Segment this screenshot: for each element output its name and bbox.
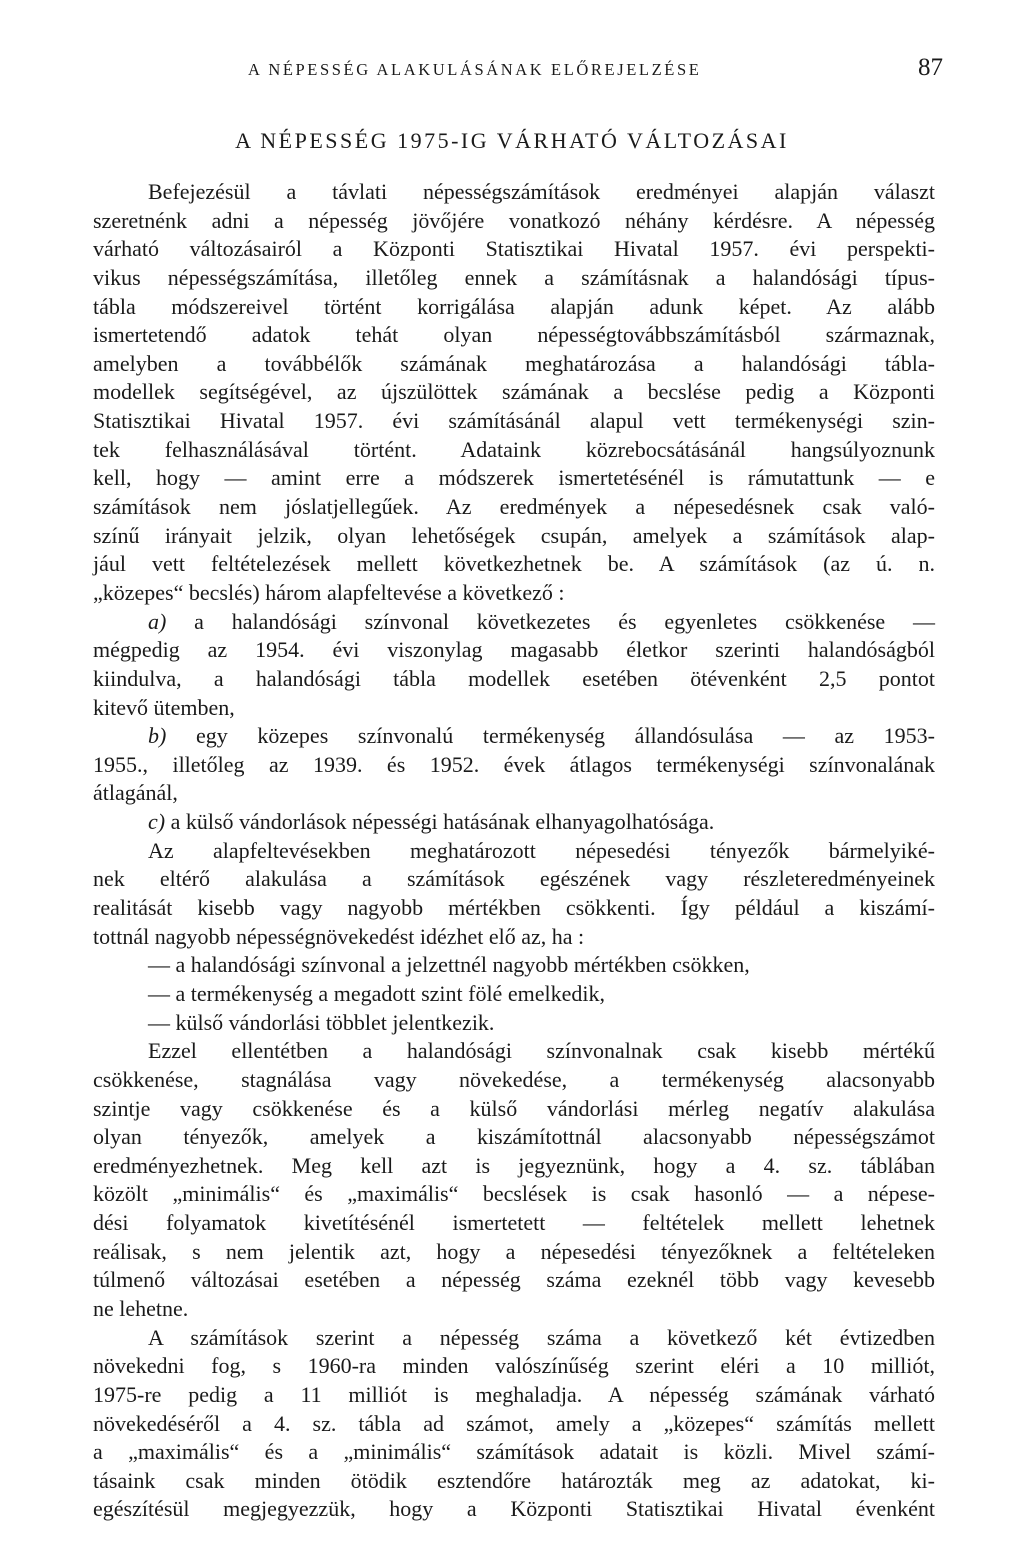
text-line: ne lehetne. [93, 1295, 189, 1321]
text-line: Ezzel ellentétben a halandósági színvonalnak csak kisebb mértékű [148, 1038, 935, 1064]
text-line: átlagánál, [93, 780, 178, 806]
item-label: c) [148, 809, 166, 835]
dash-item: — külső vándorlási többlet jelentkezik. [148, 1009, 495, 1035]
text-line: 1955., illetőleg az 1939. és 1952. évek átlagos termékenységi színvonalának [93, 751, 935, 777]
text-line: túlmenő változásai esetében a népesség száma ezeknél több vagy kevesebb [93, 1267, 935, 1293]
dash-item: — a halandósági színvonal a jelzettnél nagyobb mértékben csökken, [148, 952, 750, 978]
text-line: tásaink csak minden ötödik esztendőre határozták meg az adatokat, ki- [93, 1467, 935, 1493]
text-line: eredményezhetnek. Meg kell azt is jegyeznünk, hogy a 4. sz. táblában [93, 1152, 935, 1178]
text-line: színű irányait jelzik, olyan lehetőségek csupán, amelyek a számítások alap- [93, 522, 935, 548]
list-item-a [93, 608, 935, 637]
text-line: A számítások szerint a népesség száma a következő két évtizedben [148, 1324, 935, 1350]
text-line: növekedéséről a 4. sz. tábla ad számot, amely a „közepes“ számítás mellett [93, 1410, 935, 1436]
text-line: reálisak, s nem jelentik azt, hogy a népesedési tényezőknek a feltételeken [93, 1238, 935, 1264]
text-line: Statisztikai Hivatal 1957. évi számításánál alapul vett termékenységi szin- [93, 408, 935, 434]
text-line: szeretnénk adni a népesség jövőjére vonatkozó néhány kérdésre. A népesség [93, 207, 935, 233]
text-line: vikus népességszámítása, illetőleg ennek a számításnak a halandósági típus- [93, 264, 935, 290]
text-line: egy közepes színvonalú termékenység állandósulása — az 1953- [195, 723, 936, 749]
text-line: tábla módszereivel történt korrigálása alapján adunk képet. Az alább [93, 293, 935, 319]
running-title: A NÉPESSÉG ALAKULÁSÁNAK ELŐREJELZÉSE [248, 60, 702, 79]
text-line: amelyben a továbbélők számának meghatározása a halandósági tábla- [93, 350, 935, 376]
text-line: csökkenése, stagnálása vagy növekedése, a termékenység alacsonyabb [93, 1066, 935, 1092]
text-line: dési folyamatok kivetítésénél ismertetett — feltételek mellett lehetnek [93, 1210, 935, 1236]
running-head [0, 56, 1024, 86]
text-line: Az alapfeltevésekben meghatározott népesedési tényezők bármelyiké- [148, 837, 935, 863]
text-line: tek felhasználásával történt. Adataink közrebocsátásánál hangsúlyoznunk [93, 436, 935, 462]
text-line: várható változásairól a Központi Statisztikai Hivatal 1957. évi perspekti- [93, 236, 935, 262]
text-line: modellek segítségével, az újszülöttek számának a becslése pedig a Központi [93, 379, 935, 405]
list-item-b [93, 722, 935, 751]
text-line: szintje vagy csökkenése és a külső vándorlási mérleg negatív alakulása [93, 1095, 935, 1121]
text-line: mégpedig az 1954. évi viszonylag magasabb életkor szerinti halandóságból [93, 637, 935, 663]
text-line: a halandósági színvonal következetes és egyenletes csökkenése — [194, 608, 936, 634]
text-line: kiindulva, a halandósági tábla modellek esetében ötévenként 2,5 pontot [93, 665, 935, 691]
text-line: növekedni fog, s 1960-ra minden valószínűség szerint eléri a 10 milliót, [93, 1353, 935, 1379]
text-line: kitevő ütemben, [93, 694, 235, 720]
text-line: tottnál nagyobb népességnövekedést idézhet elő az, ha : [93, 923, 585, 949]
section-title: A NÉPESSÉG 1975-IG VÁRHATÓ VÁLTOZÁSAI [235, 128, 789, 153]
text-line: realitását kisebb vagy nagyobb mértékben csökkenti. Így például a kiszámí- [93, 895, 935, 921]
body-text [93, 178, 935, 1524]
dash-item: — a termékenység a megadott szint fölé emelkedik, [148, 980, 605, 1006]
text-line: közölt „minimális“ és „maximális“ becslések is csak hasonló — a népese- [93, 1181, 935, 1207]
text-line: nek eltérő alakulása a számítások egészének vagy részleteredményeinek [93, 866, 935, 892]
text-line: „közepes“ becslés) három alapfeltevése a következő : [93, 579, 565, 605]
text-line: egészítésül megjegyezzük, hogy a Központi Statisztikai Hivatal évenként [93, 1496, 935, 1522]
text-line: kell, hogy — amint erre a módszerek ismertetésénél is rámutattunk — e [93, 465, 935, 491]
text-line: Befejezésül a távlati népességszámítások eredményei alapján választ [148, 179, 935, 204]
text-line: jául vett feltételezések mellett következhetnek be. A számítások (az ú. n. [93, 551, 935, 577]
text-line: a külső vándorlások népességi hatásának elhanyagolhatósága. [170, 809, 715, 835]
text-line: ismertetendő adatok tehát olyan népességtovábbszámításból származnak, [93, 322, 935, 348]
text-line: olyan tényezők, amelyek a kiszámítottnál alacsonyabb népességszámot [93, 1124, 935, 1150]
item-label: b) [148, 723, 167, 749]
text-line: 1975-re pedig a 11 milliót is meghaladja. A népesség számának várható [93, 1381, 935, 1407]
list-item-c [93, 808, 935, 837]
text-line: a „maximális“ és a „minimális“ számítások adatait is közli. Mivel számí- [93, 1439, 935, 1465]
item-label: a) [148, 608, 167, 634]
text-line: számítások nem jóslatjellegűek. Az eredmények a népesedésnek csak való- [93, 494, 935, 520]
page-number: 87 [918, 54, 943, 81]
